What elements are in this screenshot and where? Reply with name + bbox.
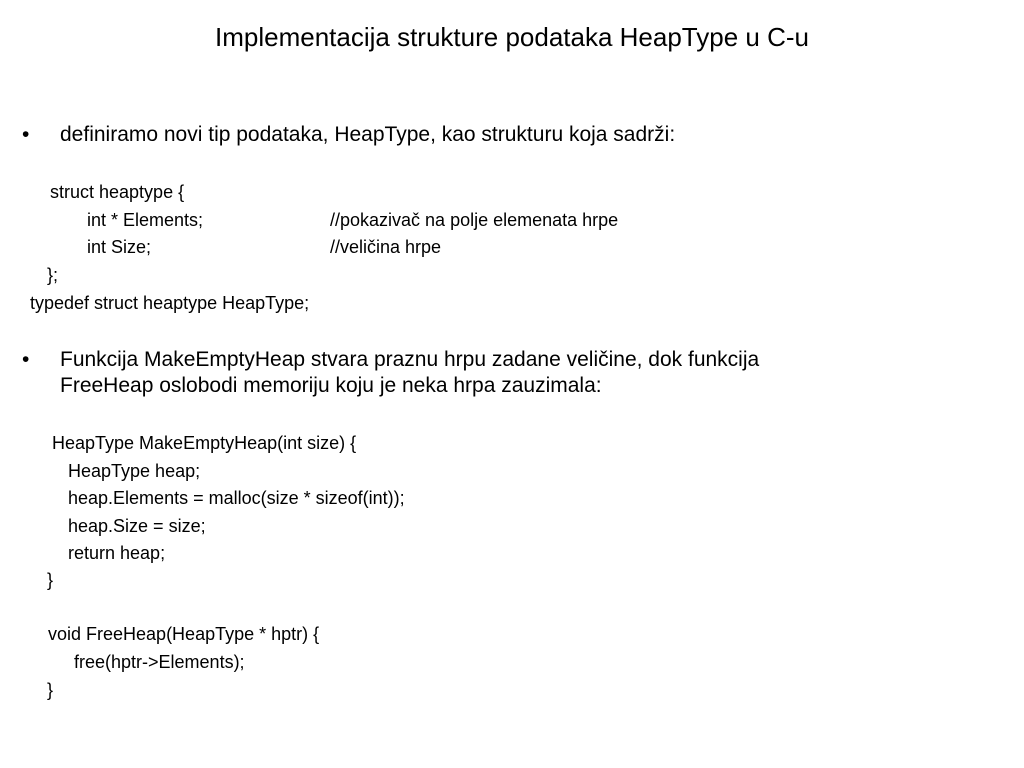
bullet-marker: • (22, 348, 30, 371)
code-make-line1: HeapType heap; (68, 461, 201, 481)
code-free-close: } (47, 680, 54, 700)
code-make-signature: HeapType MakeEmptyHeap(int size) { (52, 433, 357, 453)
code-make-line3: heap.Size = size; (68, 516, 206, 536)
bullet-struct-intro (22, 122, 1012, 148)
code-struct-close: }; (47, 265, 59, 285)
code-comment-elements: //pokazivač na polje elemenata hrpe (330, 210, 619, 230)
bullet-functions-intro (22, 347, 1012, 399)
code-free-signature: void FreeHeap(HeapType * hptr) { (48, 624, 320, 644)
bullet-text: definiramo novi tip podataka, HeapType, kao strukturu koja sadrži: (60, 123, 676, 146)
code-comment-size: //veličina hrpe (330, 237, 442, 257)
code-field-size: int Size; (87, 237, 152, 257)
code-struct-open: struct heaptype { (50, 182, 185, 202)
bullet-text-line1: Funkcija MakeEmptyHeap stvara praznu hrpu zadane veličine, dok funkcija (60, 348, 760, 371)
code-typedef: typedef struct heaptype HeapType; (30, 293, 310, 313)
code-free-line1: free(hptr->Elements); (74, 652, 245, 672)
code-make-line4: return heap; (68, 543, 166, 563)
code-make-line2: heap.Elements = malloc(size * sizeof(int)); (68, 488, 405, 508)
code-make-close: } (47, 570, 54, 590)
code-field-elements: int * Elements; (87, 210, 204, 230)
bullet-marker: • (22, 123, 30, 146)
slide-title: Implementacija strukture podataka HeapType u C-u (215, 22, 809, 52)
bullet-text-line2: FreeHeap oslobodi memoriju koju je neka hrpa zauzimala: (60, 374, 602, 397)
